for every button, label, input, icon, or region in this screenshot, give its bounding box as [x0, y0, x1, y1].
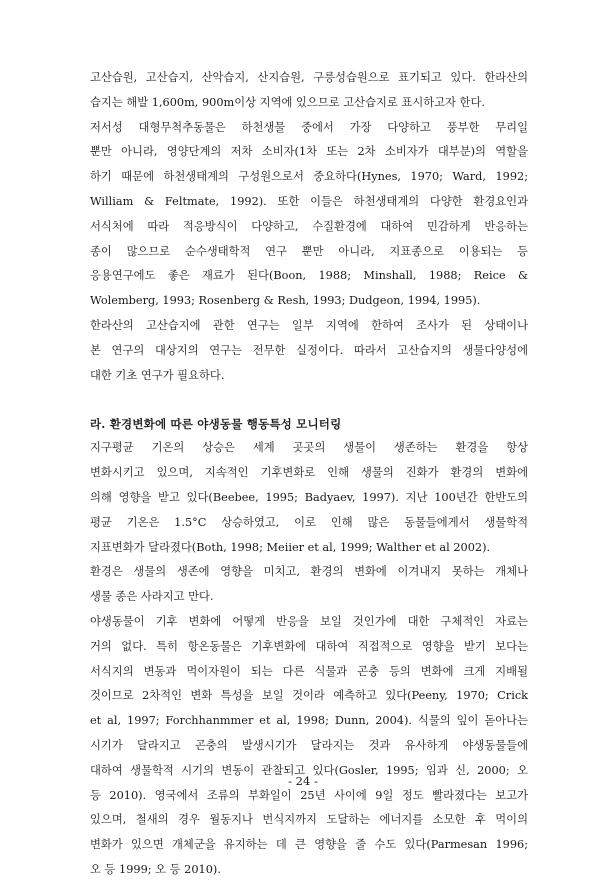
section-title: 라. 환경변화에 따른 야생동물 행동특성 모니터링 [90, 417, 342, 432]
paragraph-line: 있으며, 철새의 경우 월동지나 번식지까지 도달하는 에너지를 소모한 후 먹이의 [90, 813, 528, 827]
paragraph-line: 한라산의 고산습지에 관한 연구는 일부 지역에 한하여 조사가 된 상태이나 [90, 318, 528, 332]
paragraph-line: 고산습원, 고산습지, 산악습지, 산지습원, 구릉성습원으로 표기되고 있다. 한라산의 [90, 71, 528, 84]
paragraph-line: 거의 없다. 특히 항온동물은 기후변화에 대하여 직접적으로 영향을 받기 보다는 [90, 639, 528, 653]
paragraph-line: 의해 영향을 받고 있다(Beebee, 1995; Badyaev, 1997). 지난 100년간 한반도의 [90, 490, 528, 504]
paragraph-line: 생물 종은 사라지고 만다. [90, 590, 214, 604]
paragraph-line: 환경은 생물의 생존에 영향을 미치고, 환경의 변화에 이겨내지 못하는 개체나 [90, 565, 528, 579]
paragraph-line: 평균 기온은 1.5°C 상승하였고, 이로 인해 많은 동물들에게서 생물학적 [90, 515, 528, 529]
paragraph [90, 436, 528, 560]
page-content [90, 66, 528, 883]
paragraph-line: 지표변화가 달라졌다(Both, 1998; Meiier et al, 1999; Walther et al 2002). [90, 540, 491, 554]
paragraph-line: 대하여 생물학적 시기의 변동이 관찰되고 있다(Gosler, 1995; 임과 신, 2000; 오 [90, 763, 528, 777]
paragraph-line: 지구평균 기온의 상승은 세계 곳곳의 생물이 생존하는 환경을 항상 [90, 441, 528, 455]
paragraph-line: 서식지의 변동과 먹이자원이 되는 다른 식물과 곤충 등의 변화에 크게 지배될 [90, 664, 528, 678]
top-paragraphs [90, 66, 528, 388]
paragraph-line: 종이 많으므로 순수생태학적 연구 뿐만 아니라, 지표종으로 이용되는 등 [90, 244, 528, 258]
paragraph-line: 하기 때문에 하천생태계의 구성원으로서 중요하다(Hynes, 1970; Ward, 1992; [90, 170, 528, 184]
paragraph [90, 560, 528, 610]
paragraph-line: 습지는 해발 1,600m, 900m이상 지역에 있으므로 고산습지로 표시하고자 한다. [90, 95, 485, 109]
paragraph [90, 610, 528, 883]
paragraph-line: 야생동물이 기후 변화에 어떻게 반응을 보일 것인가에 대한 구체적인 자료는 [90, 614, 528, 628]
paragraph-line: William & Feltmate, 1992). 또한 이들은 하천생태계의 다양한 환경요인과 [90, 194, 528, 208]
paragraph-line: 등 2010). 영국에서 조류의 부화일이 25년 사이에 9일 정도 빨라졌다는 보고가 [90, 788, 528, 802]
paragraph-line: 응용연구에도 좋은 재료가 된다(Boon, 1988; Minshall, 1988; Reice & [90, 269, 528, 283]
paragraph-line: Wolemberg, 1993; Rosenberg & Resh, 1993; Dudgeon, 1994, 1995). [90, 294, 481, 308]
section-gap [90, 388, 528, 412]
paragraph [90, 116, 528, 314]
paragraph-line: 대한 기초 연구가 필요하다. [90, 368, 225, 382]
paragraph-line: 본 연구의 대상지의 연구는 전무한 실정이다. 따라서 고산습지의 생물다양성에 [90, 343, 528, 357]
paragraph-line: 오 등 1999; 오 등 2010). [90, 862, 221, 876]
paragraph-line: 시기가 달라지고 곤충의 발생시기가 달라지는 것과 유사하게 야생동물들에 [90, 738, 528, 752]
paragraph-line: 뿐만 아니라, 영양단계의 저차 소비자(1차 또는 2차 소비자가 대부분)의 역할을 [90, 145, 528, 159]
paragraph [90, 314, 528, 388]
bottom-paragraphs [90, 436, 528, 882]
paragraph-line: 서식처에 따라 적응방식이 다양하고, 수질환경에 대하여 민감하게 반응하는 [90, 219, 528, 233]
paragraph-line: 변화가 있으면 개체군을 유지하는 데 큰 영향을 줄 수도 있다(Parmesan 1996; [90, 838, 528, 852]
page-number: - 24 - [288, 774, 318, 788]
paragraph-line: 저서성 대형무척추동물은 하천생물 중에서 가장 다양하고 풍부한 무리일 [90, 120, 528, 134]
paragraph-line: 것이므로 2차적인 변화 특성을 보일 것이라 예측하고 있다(Peeny, 1970; Crick [90, 689, 528, 703]
paragraph-line: 변화시키고 있으며, 지속적인 기후변화로 인해 생물의 진화가 환경의 변화에 [90, 466, 528, 480]
paragraph [90, 66, 528, 116]
paragraph-line: et al, 1997; Forchhanmmer et al, 1998; Dunn, 2004). 식물의 잎이 돋아나는 [90, 714, 528, 728]
